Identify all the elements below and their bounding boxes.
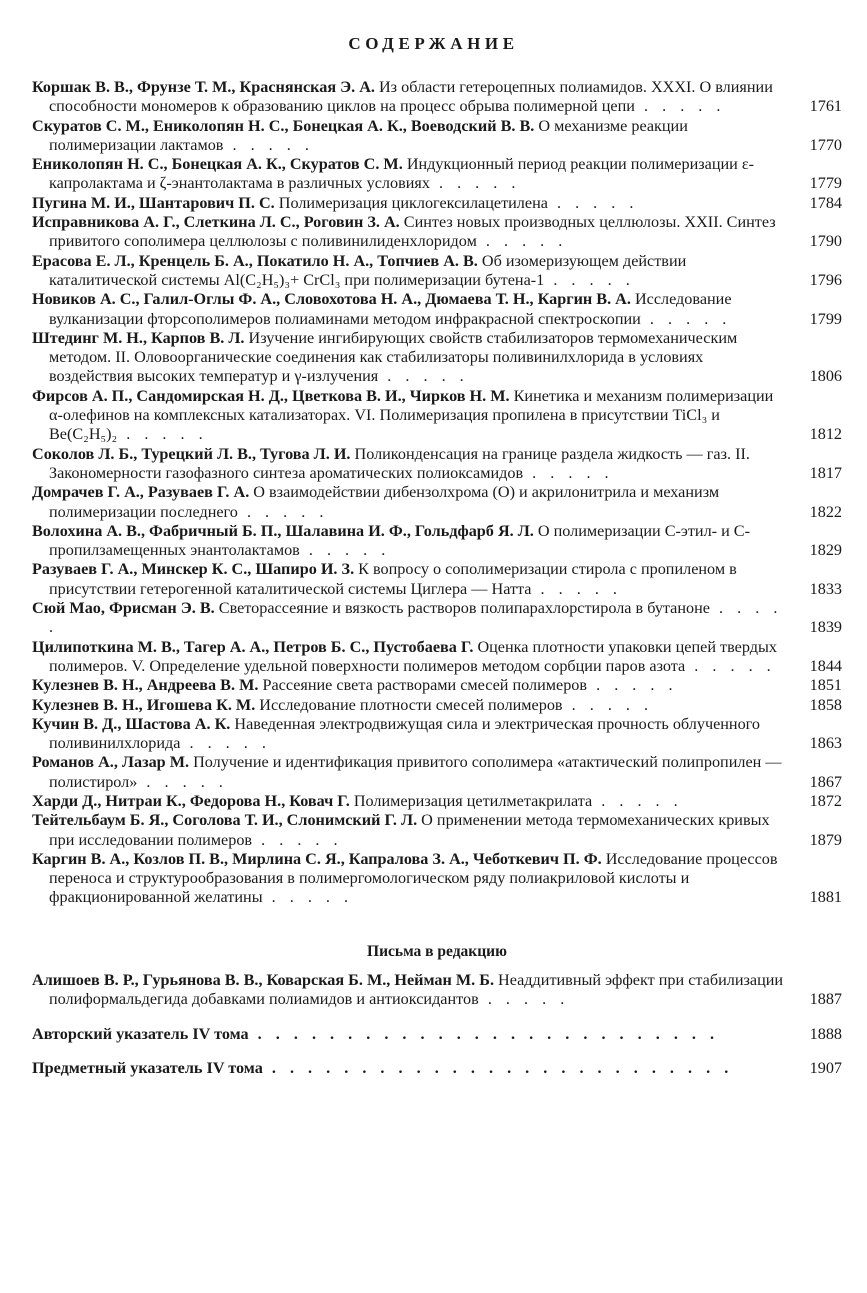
- entry-title: О взаимодействии дибензолхрома (О) и акрилонитрила и механизм полимеризации последнего: [49, 483, 720, 521]
- toc-entry: [32, 329, 842, 387]
- toc-entry: [32, 213, 842, 252]
- leader-dots: . . . . .: [634, 97, 726, 116]
- entry-page-number: 1863: [809, 734, 842, 753]
- entry-title: Индукционный период реакции полимеризации ε-капролактама и ζ-энантолактама в различных условиях: [49, 155, 755, 193]
- entry-text: [32, 638, 786, 677]
- entry-page-number: 1881: [809, 888, 842, 907]
- entry-page-number: 1761: [809, 97, 842, 116]
- entry-text: [32, 522, 786, 561]
- entry-page-number: 1829: [809, 541, 842, 560]
- entry-authors: Соколов Л. Б., Турецкий Л. В., Тугова Л. И.: [32, 444, 351, 463]
- entry-authors: Кучин В. Д., Шастова А. К.: [32, 714, 231, 733]
- leader-dots: . . . . .: [180, 734, 271, 753]
- entry-page-number: 1817: [809, 463, 842, 482]
- entry-text: [32, 387, 786, 445]
- entry-text: [32, 971, 786, 1010]
- entry-page-number: 1887: [809, 990, 842, 1009]
- toc-entry: [32, 811, 842, 850]
- entry-authors: Ерасова Е. Л., Кренцель Б. А., Покатило Н. А., Топчиев А. В.: [32, 251, 478, 270]
- toc-entry: [32, 78, 842, 117]
- entry-text: [32, 560, 786, 599]
- entry-text: [32, 194, 786, 213]
- toc-entry: [32, 194, 842, 213]
- entry-authors: Коршак В. В., Фрунзе Т. М., Краснянская Э. А.: [32, 78, 375, 96]
- entry-page-number: 1812: [809, 425, 842, 444]
- entry-text: [32, 483, 786, 522]
- leader-dots: . . . . .: [547, 193, 639, 212]
- entry-text: [32, 213, 786, 252]
- entry-authors: Новиков А. С., Галил-Оглы Ф. А., Словохотова Н. А., Дюмаева Т. Н., Каргин В. А.: [32, 290, 631, 309]
- entry-page-number: 1833: [809, 579, 842, 598]
- index-entry: [32, 1059, 842, 1078]
- toc-entry: [32, 445, 842, 484]
- entry-authors: Алишоев В. Р., Гурьянова В. В., Коварская Б. М., Нейман М. Б.: [32, 971, 494, 990]
- entry-text: [32, 599, 786, 638]
- entry-page-number: 1872: [809, 791, 842, 810]
- entry-text: [32, 715, 786, 754]
- entry-text: [32, 676, 786, 695]
- entry-title: Исследование плотности смесей полимеров: [259, 695, 563, 714]
- leader-dots: . . . . .: [49, 599, 783, 637]
- entry-page-number: 1770: [809, 135, 842, 154]
- toc-entry: [32, 696, 842, 715]
- leader-dots: . . . . .: [587, 676, 678, 695]
- entry-title: Синтез новых производных целлюлозы. XXII. Синтез привитого сополимера целлюлозы с поливинилиденхлоридом: [49, 213, 776, 251]
- entry-authors: Каргин В. А., Козлов П. В., Мирлина С. Я., Капралова З. А., Чеботкевич П. Ф.: [32, 849, 602, 868]
- leader-dots: . . . . .: [252, 830, 343, 849]
- entry-title: Наведенная электродвижущая сила и электрическая прочность облученного поливинилхлорида: [49, 714, 761, 753]
- entry-text: [32, 329, 786, 387]
- entry-page-number: 1799: [809, 309, 842, 328]
- toc-entry: [32, 715, 842, 754]
- toc-entry: [32, 599, 842, 638]
- entry-authors: Штединг М. Н., Карпов В. Л.: [32, 328, 245, 347]
- index-entry-text: [32, 1059, 786, 1078]
- toc-entry: [32, 753, 842, 792]
- leader-dots: . . . . .: [562, 695, 654, 714]
- leader-dots: . . . . .: [299, 541, 391, 560]
- toc-entry: [32, 792, 842, 811]
- entry-title: Из области гетероцепных полиамидов. XXXI. О влиянии способности мономеров к образованию циклов на процесс обрыва полимерной цепи: [49, 78, 773, 116]
- toc-entry: [32, 387, 842, 445]
- entry-page-number: 1796: [809, 270, 842, 289]
- toc-entry: [32, 252, 842, 291]
- leader-dots: . . . . . . . . . . . . . . . . . . . . . . . . . .: [262, 1058, 734, 1077]
- entry-title: Поликонденсация на границе раздела жидкость — газ. II. Закономерности газофазного синтеза ароматических полиоксамидов: [49, 444, 750, 482]
- entry-title: Неаддитивный эффект при стабилизации полиформальдегида добавками полиамидов и антиоксидантов: [49, 971, 784, 1009]
- letters-section-heading: Письма в редакцию: [367, 942, 507, 960]
- entry-page-number: 1858: [809, 695, 842, 714]
- indexes-list: [32, 1025, 842, 1079]
- entry-page-number: 1867: [809, 772, 842, 791]
- entry-authors: Домрачев Г. А., Разуваев Г. А.: [32, 483, 250, 502]
- entry-text: [32, 155, 786, 194]
- toc-entry: [32, 117, 842, 156]
- leader-dots: . . . . .: [476, 232, 568, 251]
- leader-dots: . . . . .: [117, 425, 208, 444]
- toc-entry: [32, 560, 842, 599]
- page-title: СОДЕРЖАНИЕ: [348, 34, 519, 53]
- leader-dots: . . . . .: [544, 270, 635, 289]
- contents-list: [32, 78, 842, 908]
- entry-text: [32, 78, 786, 117]
- entry-authors: Волохина А. В., Фабричный Б. П., Шалавина И. Ф., Гольдфарб Я. Л.: [32, 521, 534, 540]
- entry-authors: Пугина М. И., Шантарович П. С.: [32, 193, 275, 212]
- entry-title: Полимеризация цетилметакрилата: [353, 791, 593, 810]
- toc-entry: [32, 290, 842, 329]
- index-label: Авторский указатель IV тома: [32, 1024, 249, 1043]
- entry-authors: Харди Д., Нитраи К., Федорова Н., Ковач Г.: [32, 791, 350, 810]
- entry-title: К вопросу о сополимеризации стирола с пропиленом в присутствии гетерогенной каталитической системы Циглера — Натта: [49, 560, 737, 598]
- entry-title: Исследование вулканизации фторсополимеров полиаминами методом инфракрасной спектроскопии: [49, 290, 732, 328]
- table-of-contents: [32, 78, 842, 1078]
- entry-page-number: 1822: [809, 502, 842, 521]
- toc-entry: [32, 971, 842, 1010]
- entry-text: [32, 792, 786, 811]
- entry-authors: Ениколопян Н. С., Бонецкая А. К., Скуратов С. М.: [32, 155, 403, 174]
- entry-text: [32, 753, 786, 792]
- leader-dots: . . . . .: [223, 135, 314, 154]
- leader-dots: . . . . .: [429, 174, 521, 193]
- leader-dots: . . . . .: [478, 990, 570, 1009]
- index-entry-text: [32, 1025, 786, 1044]
- entry-page-number: 1806: [809, 367, 842, 386]
- index-entry: [32, 1025, 842, 1044]
- entry-title: Светорассеяние и вязкость растворов полипарахлорстирола в бутаноне: [218, 599, 710, 618]
- index-page-number: 1888: [809, 1024, 842, 1043]
- leader-dots: . . . . .: [523, 463, 614, 482]
- entry-title: О применении метода термомеханических кривых при исследовании полимеров: [49, 811, 770, 849]
- leader-dots: . . . . .: [262, 888, 354, 907]
- entry-title: Кинетика и механизм полимеризации α-олефинов на комплексных катализаторах. VI. Полимеризация пропилена в присутствии TiCl₃ и Be(C₂H₅)₂: [49, 386, 774, 444]
- leader-dots: . . . . .: [685, 656, 776, 675]
- entry-title: Получение и идентификация привитого сополимера «атактический полипропилен — полистирол»: [49, 753, 782, 791]
- entry-page-number: 1844: [809, 656, 842, 675]
- leader-dots: . . . . .: [640, 309, 732, 328]
- entry-page-number: 1879: [809, 830, 842, 849]
- entry-authors: Разуваев Г. А., Минскер К. С., Шапиро И. З.: [32, 560, 355, 579]
- entry-text: [32, 117, 786, 156]
- entry-authors: Скуратов С. М., Ениколопян Н. С., Бонецкая А. К., Воеводский В. В.: [32, 116, 535, 135]
- entry-title: Оценка плотности упаковки цепей твердых полимеров. V. Определение удельной поверхности полимеров методом сорбции паров азота: [49, 637, 777, 675]
- entry-page-number: 1784: [809, 193, 842, 212]
- entry-authors: Исправникова А. Г., Слеткина Л. С., Роговин З. А.: [32, 213, 400, 232]
- leader-dots: . . . . . . . . . . . . . . . . . . . . . . . . . .: [248, 1024, 720, 1043]
- index-label: Предметный указатель IV тома: [32, 1058, 263, 1077]
- entry-page-number: 1779: [809, 174, 842, 193]
- entry-title: Рассеяние света растворами смесей полимеров: [262, 676, 588, 695]
- entry-text: [32, 252, 786, 291]
- toc-entry: [32, 483, 842, 522]
- leader-dots: . . . . .: [237, 502, 329, 521]
- entry-authors: Цилипоткина М. В., Тагер А. А., Петров Б. С., Пустобаева Г.: [32, 637, 474, 656]
- entry-page-number: 1839: [809, 618, 842, 637]
- entry-text: [32, 850, 786, 908]
- leader-dots: . . . . .: [531, 579, 622, 598]
- entry-title: Изучение ингибирующих свойств стабилизаторов термомеханическим методом. II. Оловоорганические соединения как стабилизаторы поливинилхлорида в условиях воздействия высоких температур и γ-излучения: [49, 328, 738, 386]
- entry-title: Полимеризация циклогексилацетилена: [278, 193, 548, 212]
- entry-text: [32, 290, 786, 329]
- entry-page-number: 1851: [809, 676, 842, 695]
- leader-dots: . . . . .: [592, 791, 683, 810]
- entry-authors: Фирсов А. П., Сандомирская Н. Д., Цветкова В. И., Чирков Н. М.: [32, 386, 510, 405]
- leader-dots: . . . . .: [378, 367, 469, 386]
- leader-dots: . . . . .: [137, 772, 228, 791]
- entry-text: [32, 696, 786, 715]
- entry-text: [32, 811, 786, 850]
- toc-entry: [32, 155, 842, 194]
- entry-title: Исследование процессов переноса и структурообразования в полимергомологическом ряду полиакриловой кислоты и фракционированной желатины: [49, 849, 778, 907]
- entry-title: О полимеризации С-этил- и С-пропилзамещенных энантолактамов: [49, 521, 750, 560]
- entry-title: О механизме реакции полимеризации лактамов: [49, 116, 688, 154]
- letters-list: [32, 971, 842, 1010]
- toc-entry: [32, 850, 842, 908]
- entry-authors: Тейтельбаум Б. Я., Соголова Т. И., Слонимский Г. Л.: [32, 811, 418, 830]
- toc-entry: [32, 638, 842, 677]
- entry-authors: Кулезнев В. Н., Андреева В. М.: [32, 676, 259, 695]
- index-page-number: 1907: [809, 1058, 842, 1077]
- toc-entry: [32, 522, 842, 561]
- toc-entry: [32, 676, 842, 695]
- entry-authors: Сюй Мао, Фрисман Э. В.: [32, 599, 215, 618]
- entry-authors: Романов А., Лазар М.: [32, 753, 190, 772]
- entry-text: [32, 445, 786, 484]
- entry-title: Об изомеризующем действии каталитической системы Al(C₂H₅)₃+ CrCl₃ при полимеризации бутена-1: [49, 251, 687, 289]
- entry-page-number: 1790: [809, 232, 842, 251]
- entry-authors: Кулезнев В. Н., Игошева К. М.: [32, 695, 256, 714]
